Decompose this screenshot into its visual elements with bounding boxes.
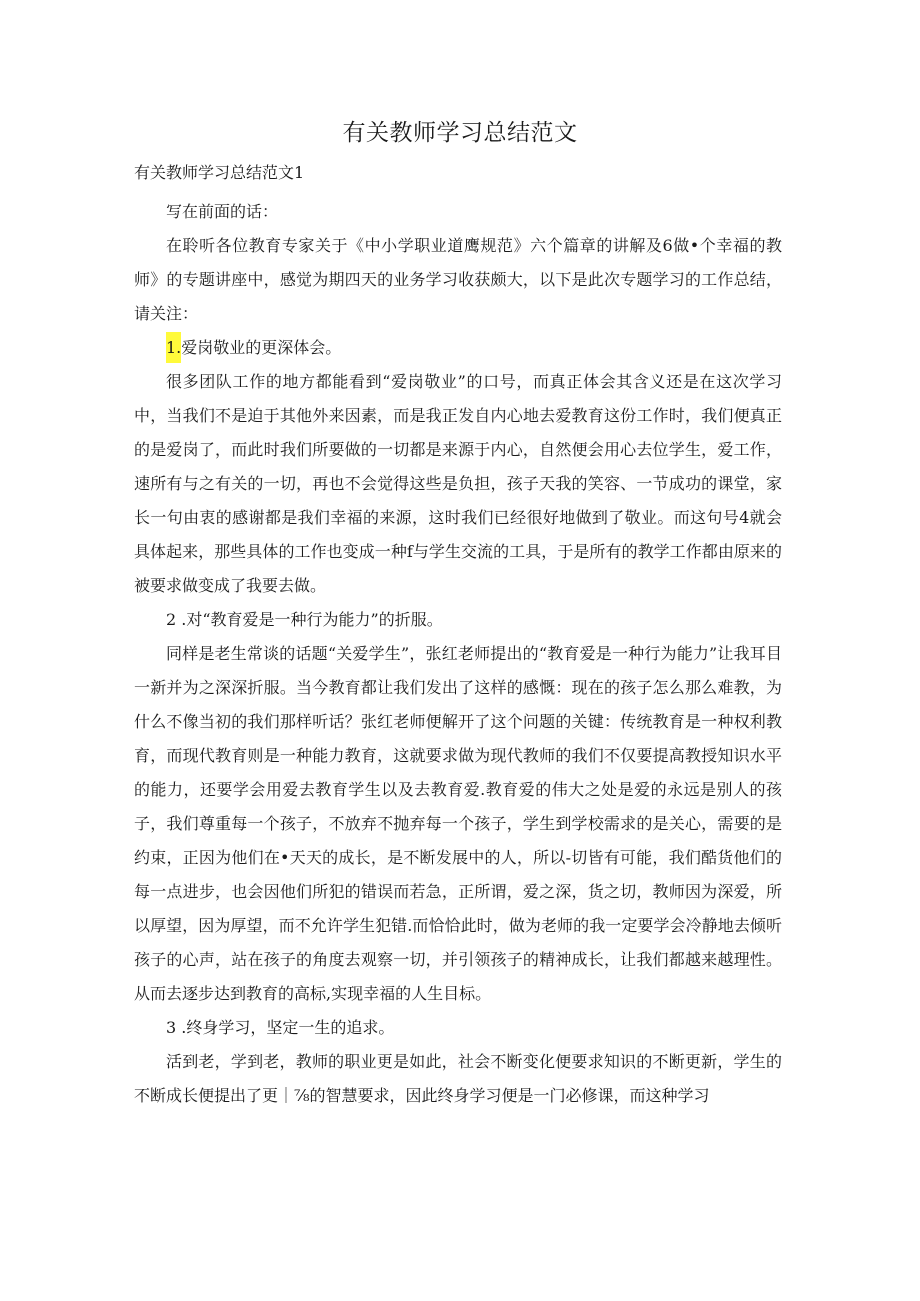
section-paragraph-3: 活到老，学到老，教师的职业更是如此，社会不断变化便要求知识的不断更新，学生的不断成长便提出了更｜⅞的智慧要求，因此终身学习便是一门必修课，而这种学习	[134, 1052, 782, 1105]
document-body	[134, 195, 782, 1113]
section-heading-1-text: 爱岗敬业的更深体会。	[181, 338, 342, 357]
section-heading-3: 3 .终身学习，坚定一生的追求。	[166, 1018, 395, 1037]
document-subtitle: 有关教师学习总结范文1	[134, 163, 305, 182]
section-paragraph-2: 同样是老生常谈的话题“关爱学生”，张红老师提出的“教育爱是一种行为能力”让我耳目一新并为之深深折服。当今教育都让我们发出了这样的感慨：现在的孩子怎么那么难教，为什么不像当初的我们那样听话？张红老师便解开了这个问题的关键：传统教育是一种权利教育，而现代教育则是一种能力教育，这就要求做为现代教师的我们不仅要提高教授知识水平的能力，还要学会用爱去教育学生以及去教育爱.教育爱的伟大之处是爱的永远是别人的孩子，我们尊重每一个孩子，不放弃不抛弃每一个孩子，学生到学校需求的是关心，需要的是约束，正因为他们在•天天的成长，是不断发展中的人，所以-切皆有可能，我们酷货他们的每一点进步，也会因他们所犯的错误而若急，正所谓，爱之深，货之切，教师因为深爱，所以厚望，因为厚望，而不允许学生犯错.而恰恰此时，做为老师的我一定要学会冷静地去倾听孩子的心声，站在孩子的角度去观察一切，并引领孩子的精神成长，让我们都越来越理性。从而去逐步达到教育的高标,实现幸福的人生目标。	[134, 644, 782, 1003]
section-heading-1	[134, 331, 782, 365]
intro-paragraph: 在聆听各位教育专家关于《中小学职业道鹰规范》六个篇章的讲解及6做•个幸福的教师》的专题讲座中，感觉为期四天的业务学习收获颇大，以下是此次专题学习的工作总结，请关注：	[134, 236, 782, 323]
section-heading-2: 2 .对“教育爱是一种行为能力”的折服。	[166, 610, 443, 629]
section-paragraph-1: 很多团队工作的地方都能看到“爱岗敬业”的口号，而真正体会其含义还是在这次学习中，当我们不是迫于其他外来因素，而是我正发自内心地去爱教育这份工作时，我们便真正的是爱岗了，而此时我们所要做的一切都是来源于内心，自然便会用心去位学生，爱工作，速所有与之有关的一切，再也不会觉得这些是负担，孩子天我的笑容、一节成功的课堂，家长一句由衷的感谢都是我们幸福的来源，这时我们已经很好地做到了敬业。而这句号4就会具体起来，那些具体的工作也变成一种f与学生交流的工具，于是所有的教学工作都由原来的被要求做变成了我要去做。	[134, 372, 782, 595]
intro-label: 写在前面的话：	[166, 202, 279, 221]
highlighted-number: 1.	[166, 332, 181, 363]
document-title: 有关教师学习总结范文	[342, 120, 578, 146]
